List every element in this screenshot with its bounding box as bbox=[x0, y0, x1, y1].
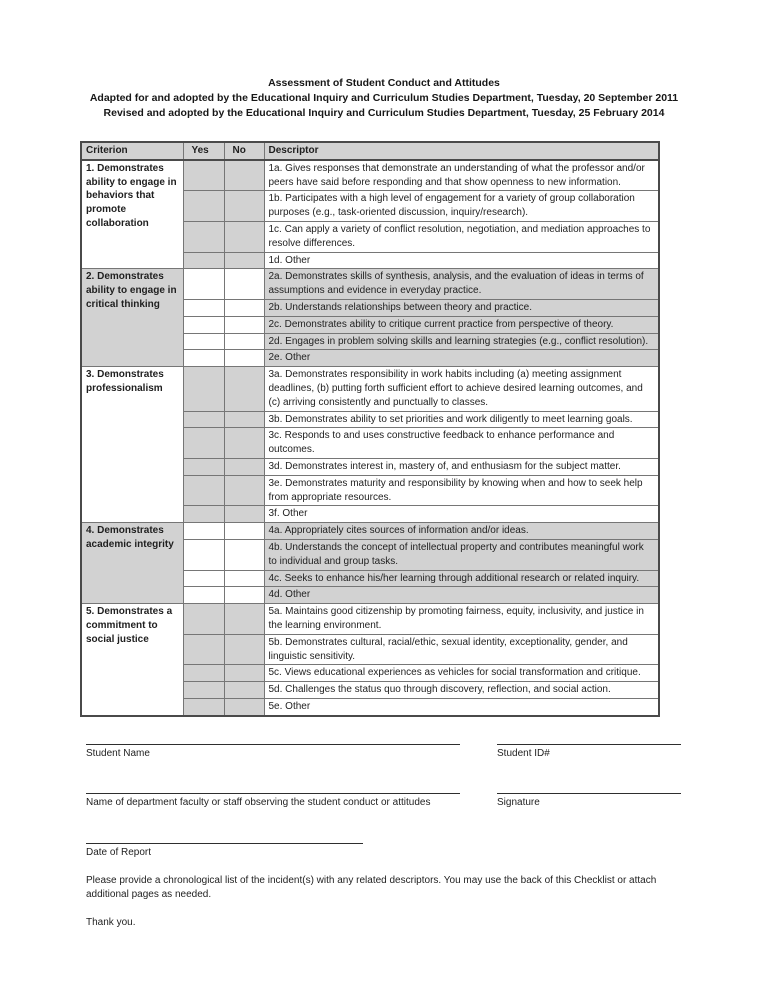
yes-checkbox-cell[interactable] bbox=[183, 367, 224, 411]
no-checkbox-cell[interactable] bbox=[224, 367, 264, 411]
descriptor-cell: 5d. Challenges the status quo through discovery, reflection, and social action. bbox=[264, 682, 659, 699]
descriptor-cell: 2c. Demonstrates ability to critique current practice from perspective of theory. bbox=[264, 316, 659, 333]
thank-you-text: Thank you. bbox=[86, 916, 136, 928]
yes-checkbox-cell[interactable] bbox=[183, 428, 224, 459]
descriptor-cell: 1b. Participates with a high level of engagement for a variety of group collaboration purposes (e.g., task-oriented discussion, inquiry/research). bbox=[264, 191, 659, 222]
signature-row bbox=[86, 792, 686, 809]
descriptor-cell: 4a. Appropriately cites sources of information and/or ideas. bbox=[264, 523, 659, 540]
yes-column-header: Yes bbox=[183, 142, 224, 160]
descriptor-cell: 5e. Other bbox=[264, 698, 659, 715]
no-checkbox-cell[interactable] bbox=[224, 350, 264, 367]
descriptor-cell: 1d. Other bbox=[264, 252, 659, 269]
signature-section bbox=[86, 743, 686, 859]
descriptor-cell: 3d. Demonstrates interest in, mastery of, and enthusiasm for the subject matter. bbox=[264, 458, 659, 475]
criterion-1-label: 1. Demonstrates ability to engage in behaviors that promote collaboration bbox=[81, 160, 183, 269]
no-checkbox-cell[interactable] bbox=[224, 523, 264, 540]
criterion-4-label: 4. Demonstrates academic integrity bbox=[81, 523, 183, 604]
yes-checkbox-cell[interactable] bbox=[183, 587, 224, 604]
no-checkbox-cell[interactable] bbox=[224, 316, 264, 333]
yes-checkbox-cell[interactable] bbox=[183, 316, 224, 333]
student-id-field bbox=[497, 743, 681, 760]
no-checkbox-cell[interactable] bbox=[224, 698, 264, 715]
yes-checkbox-cell[interactable] bbox=[183, 299, 224, 316]
criterion-2-label: 2. Demonstrates ability to engage in critical thinking bbox=[81, 269, 183, 367]
descriptor-cell: 4b. Understands the concept of intellectual property and contributes meaningful work to individual and group tasks. bbox=[264, 539, 659, 570]
yes-checkbox-cell[interactable] bbox=[183, 350, 224, 367]
yes-checkbox-cell[interactable] bbox=[183, 411, 224, 428]
no-checkbox-cell[interactable] bbox=[224, 269, 264, 300]
table-row bbox=[81, 367, 659, 411]
no-checkbox-cell[interactable] bbox=[224, 411, 264, 428]
yes-checkbox-cell[interactable] bbox=[183, 539, 224, 570]
revised-line: Revised and adopted by the Educational Inquiry and Curriculum Studies Department, Tuesday, 25 February 2014 bbox=[103, 107, 665, 119]
student-id-label: Student ID# bbox=[497, 747, 550, 759]
no-checkbox-cell[interactable] bbox=[224, 160, 264, 191]
table-header-row bbox=[81, 142, 659, 160]
no-checkbox-cell[interactable] bbox=[224, 682, 264, 699]
faculty-name-label: Name of department faculty or staff observing the student conduct or attitudes bbox=[86, 796, 431, 808]
assessment-table bbox=[80, 141, 660, 717]
no-checkbox-cell[interactable] bbox=[224, 252, 264, 269]
no-checkbox-cell[interactable] bbox=[224, 665, 264, 682]
yes-checkbox-cell[interactable] bbox=[183, 252, 224, 269]
no-checkbox-cell[interactable] bbox=[224, 428, 264, 459]
yes-checkbox-cell[interactable] bbox=[183, 682, 224, 699]
descriptor-cell: 3b. Demonstrates ability to set priorities and work diligently to meet learning goals. bbox=[264, 411, 659, 428]
no-checkbox-cell[interactable] bbox=[224, 458, 264, 475]
no-checkbox-cell[interactable] bbox=[224, 570, 264, 587]
no-checkbox-cell[interactable] bbox=[224, 299, 264, 316]
student-name-field bbox=[86, 743, 460, 760]
yes-checkbox-cell[interactable] bbox=[183, 160, 224, 191]
signature-row bbox=[86, 842, 686, 859]
document-title: Assessment of Student Conduct and Attitudes bbox=[268, 77, 500, 89]
table-row bbox=[81, 160, 659, 191]
criterion-column-header: Criterion bbox=[81, 142, 183, 160]
yes-checkbox-cell[interactable] bbox=[183, 604, 224, 635]
yes-checkbox-cell[interactable] bbox=[183, 506, 224, 523]
yes-checkbox-cell[interactable] bbox=[183, 698, 224, 715]
table-row bbox=[81, 604, 659, 635]
descriptor-cell: 1a. Gives responses that demonstrate an understanding of what the professor and/or peers have said before responding and that show openness to new information. bbox=[264, 160, 659, 191]
yes-checkbox-cell[interactable] bbox=[183, 221, 224, 252]
descriptor-cell: 1c. Can apply a variety of conflict resolution, negotiation, and mediation approaches to resolve differences. bbox=[264, 221, 659, 252]
descriptor-cell: 5a. Maintains good citizenship by promoting fairness, equity, inclusivity, and justice in the learning environment. bbox=[264, 604, 659, 635]
date-of-report-field bbox=[86, 842, 363, 859]
yes-checkbox-cell[interactable] bbox=[183, 634, 224, 665]
descriptor-cell: 5c. Views educational experiences as vehicles for social transformation and critique. bbox=[264, 665, 659, 682]
descriptor-cell: 3a. Demonstrates responsibility in work habits including (a) meeting assignment deadlines, (b) putting forth sufficient effort to achieve desired learning outcomes, and (c) arriving consistently and punctually to classes. bbox=[264, 367, 659, 411]
student-name-label: Student Name bbox=[86, 747, 150, 759]
descriptor-column-header: Descriptor bbox=[264, 142, 659, 160]
yes-checkbox-cell[interactable] bbox=[183, 333, 224, 350]
adopted-line: Adapted for and adopted by the Educational Inquiry and Curriculum Studies Department, Tuesday, 20 September 2011 bbox=[89, 92, 679, 104]
table-row bbox=[81, 269, 659, 300]
no-checkbox-cell[interactable] bbox=[224, 506, 264, 523]
yes-checkbox-cell[interactable] bbox=[183, 570, 224, 587]
yes-checkbox-cell[interactable] bbox=[183, 458, 224, 475]
no-checkbox-cell[interactable] bbox=[224, 475, 264, 506]
descriptor-cell: 2b. Understands relationships between theory and practice. bbox=[264, 299, 659, 316]
document-header bbox=[0, 0, 768, 121]
descriptor-cell: 5b. Demonstrates cultural, racial/ethic, sexual identity, exceptionality, gender, and linguistic sensitivity. bbox=[264, 634, 659, 665]
yes-checkbox-cell[interactable] bbox=[183, 269, 224, 300]
descriptor-cell: 2d. Engages in problem solving skills and learning strategies (e.g., conflict resolution). bbox=[264, 333, 659, 350]
signature-label: Signature bbox=[497, 796, 540, 808]
faculty-name-field bbox=[86, 792, 460, 809]
date-of-report-label: Date of Report bbox=[86, 846, 152, 858]
descriptor-cell: 2a. Demonstrates skills of synthesis, analysis, and the evaluation of ideas in terms of assumptions and evidence in everyday practice. bbox=[264, 269, 659, 300]
no-checkbox-cell[interactable] bbox=[224, 604, 264, 635]
table-row bbox=[81, 523, 659, 540]
instructions-text: Please provide a chronological list of the incident(s) with any related descriptors. You may use the back of this Checklist or attach additional pages as needed. bbox=[86, 874, 657, 901]
no-checkbox-cell[interactable] bbox=[224, 587, 264, 604]
criterion-3-label: 3. Demonstrates professionalism bbox=[81, 367, 183, 523]
yes-checkbox-cell[interactable] bbox=[183, 665, 224, 682]
no-checkbox-cell[interactable] bbox=[224, 539, 264, 570]
no-checkbox-cell[interactable] bbox=[224, 333, 264, 350]
yes-checkbox-cell[interactable] bbox=[183, 523, 224, 540]
no-checkbox-cell[interactable] bbox=[224, 634, 264, 665]
yes-checkbox-cell[interactable] bbox=[183, 475, 224, 506]
criterion-5-label: 5. Demonstrates a commitment to social justice bbox=[81, 604, 183, 716]
descriptor-cell: 2e. Other bbox=[264, 350, 659, 367]
signature-row bbox=[86, 743, 686, 760]
no-checkbox-cell[interactable] bbox=[224, 221, 264, 252]
signature-field bbox=[497, 792, 681, 809]
descriptor-cell: 3f. Other bbox=[264, 506, 659, 523]
yes-checkbox-cell[interactable] bbox=[183, 191, 224, 222]
descriptor-cell: 4c. Seeks to enhance his/her learning through additional research or related inquiry. bbox=[264, 570, 659, 587]
descriptor-cell: 3c. Responds to and uses constructive feedback to enhance performance and outcomes. bbox=[264, 428, 659, 459]
no-checkbox-cell[interactable] bbox=[224, 191, 264, 222]
no-column-header: No bbox=[224, 142, 264, 160]
descriptor-cell: 4d. Other bbox=[264, 587, 659, 604]
descriptor-cell: 3e. Demonstrates maturity and responsibility by knowing when and how to seek help from appropriate resources. bbox=[264, 475, 659, 506]
